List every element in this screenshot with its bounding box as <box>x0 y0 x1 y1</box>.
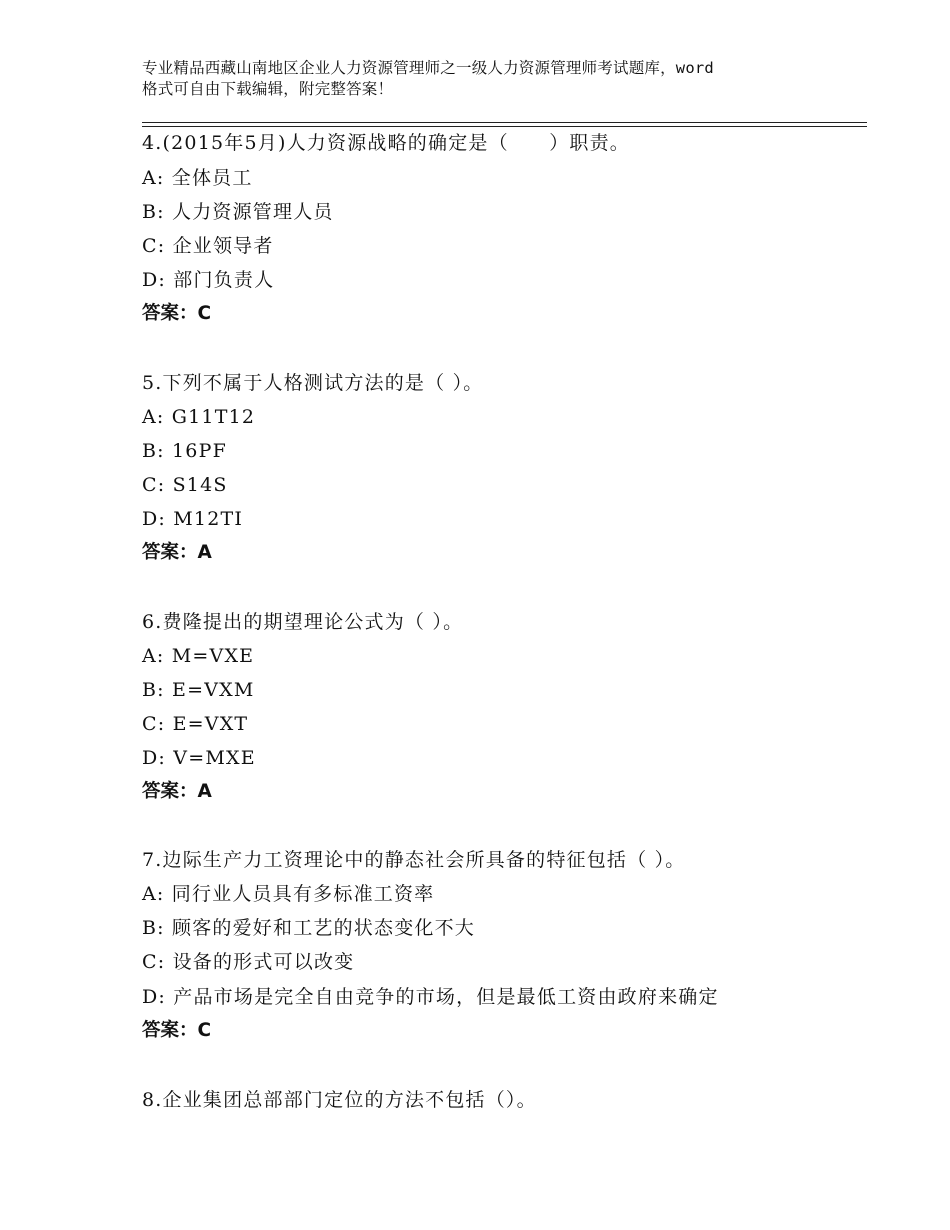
answer-label: 答案：A <box>142 781 212 802</box>
option-c: C: 设备的形式可以改变 <box>142 951 355 973</box>
option-b: B: 顾客的爱好和工艺的状态变化不大 <box>142 917 476 939</box>
answer-label: 答案：A <box>142 542 212 563</box>
option-b: B: E=VXM <box>142 679 255 701</box>
option-d: D: V=MXE <box>142 747 256 769</box>
document-header <box>142 58 832 100</box>
option-a: A: G11T12 <box>142 406 256 428</box>
question-stem: 6.费隆提出的期望理论公式为（ ）。 <box>142 611 464 633</box>
question-stem: 5.下列不属于人格测试方法的是（ ）。 <box>142 372 484 394</box>
option-a: A: 全体员工 <box>142 167 253 189</box>
header-divider-bottom <box>142 126 867 127</box>
option-d: D: 部门负责人 <box>142 269 275 291</box>
option-a: A: 同行业人员具有多标准工资率 <box>142 883 435 905</box>
option-c: C: E=VXT <box>142 713 249 735</box>
option-b: B: 人力资源管理人员 <box>142 201 334 223</box>
option-d: D: M12TI <box>142 508 244 530</box>
question-stem: 7.边际生产力工资理论中的静态社会所具备的特征包括（ ）。 <box>142 849 686 871</box>
option-d: D: 产品市场是完全自由竞争的市场，但是最低工资由政府来确定 <box>142 986 719 1008</box>
question-stem: 4.(2015年5月)人力资源战略的确定是（ ）职责。 <box>142 132 630 154</box>
option-c: C: S14S <box>142 474 228 496</box>
answer-label: 答案：C <box>142 303 212 324</box>
header-line-1: 专业精品西藏山南地区企业人力资源管理师之一级人力资源管理师考试题库，word <box>142 59 714 77</box>
option-a: A: M=VXE <box>142 645 255 667</box>
answer-label: 答案：C <box>142 1020 212 1041</box>
option-c: C: 企业领导者 <box>142 235 274 257</box>
header-divider-top <box>142 122 867 123</box>
option-b: B: 16PF <box>142 440 227 462</box>
question-stem: 8.企业集团总部部门定位的方法不包括（）。 <box>142 1089 537 1111</box>
header-line-2: 格式可自由下载编辑，附完整答案！ <box>142 80 394 98</box>
